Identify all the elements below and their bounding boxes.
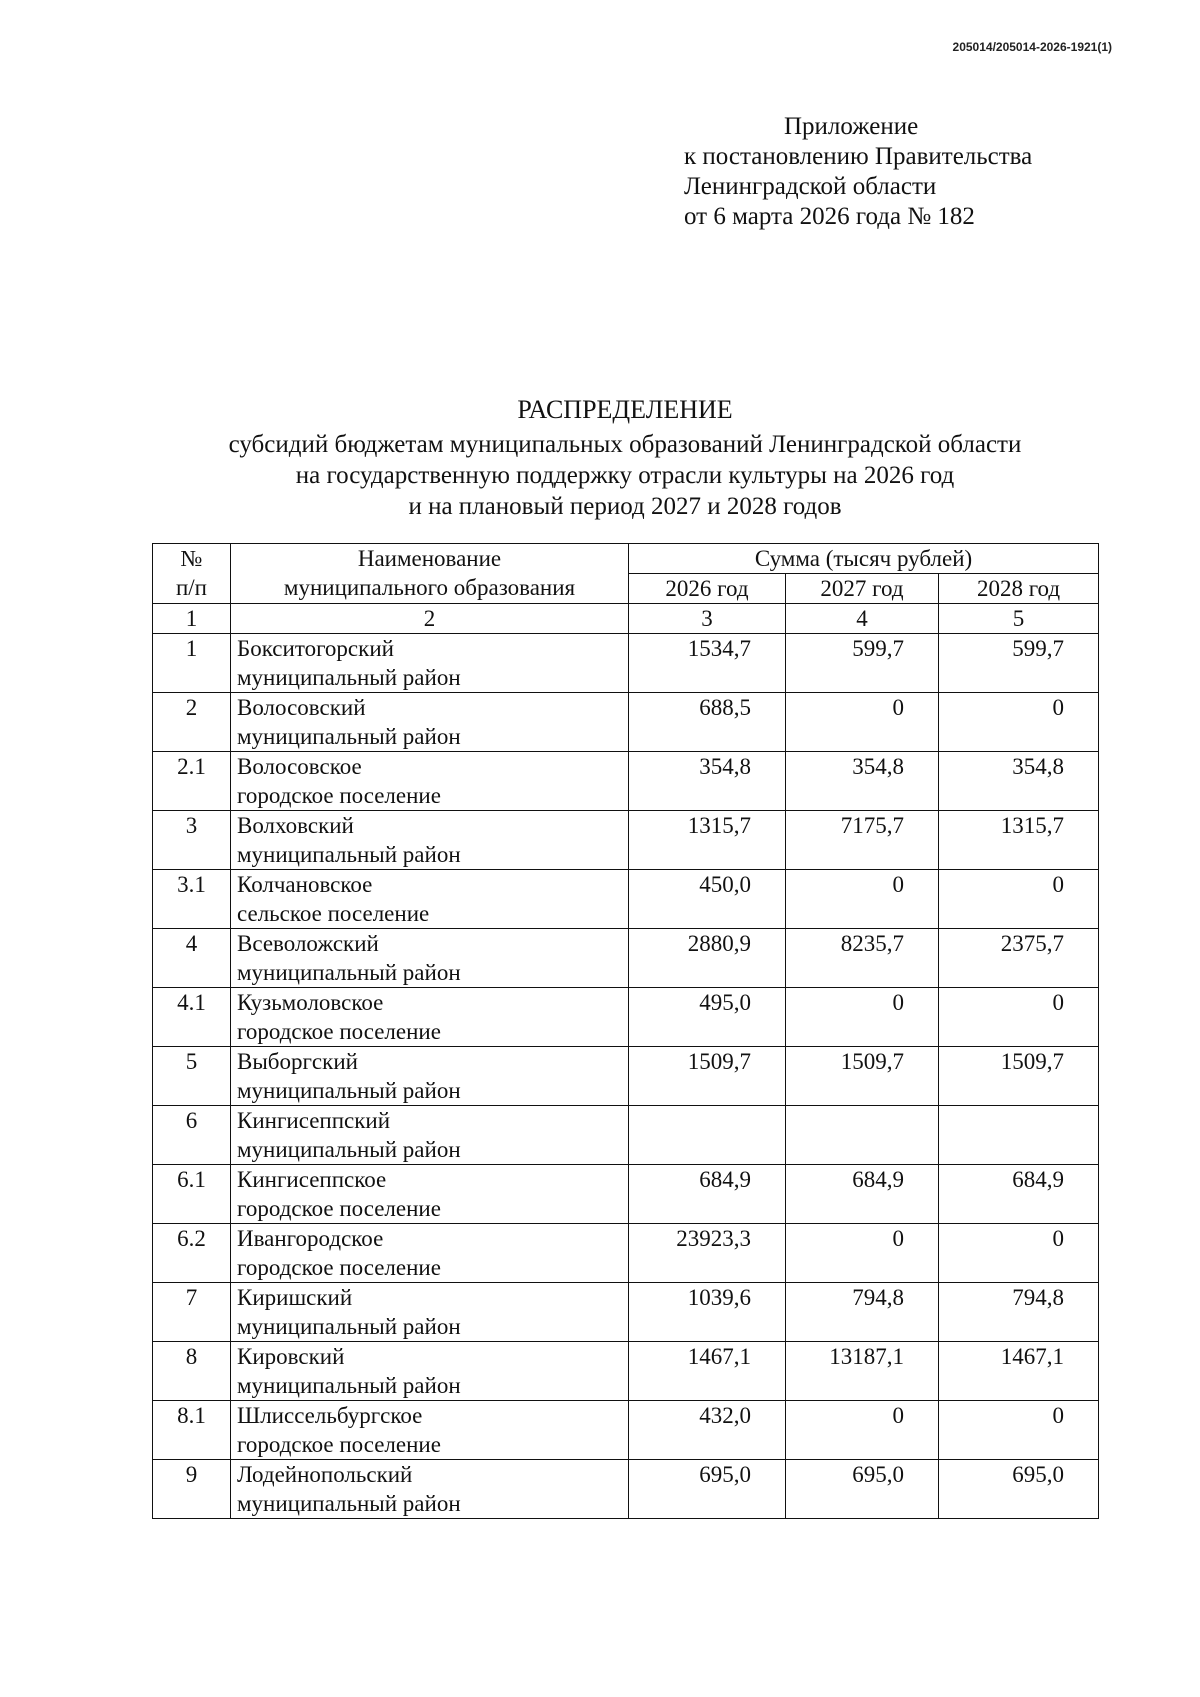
header-year-2026: 2026 год <box>629 574 786 604</box>
table-row <box>153 1342 1099 1401</box>
amount-y2027 <box>786 1106 939 1165</box>
amount-y2028 <box>939 1106 1099 1165</box>
row-name-line1: Лодейнопольский <box>237 1462 413 1487</box>
row-name-line2: муниципальный район <box>237 1078 461 1103</box>
row-name-line2: муниципальный район <box>237 1373 461 1398</box>
row-name-line1: Всеволожский <box>237 931 379 956</box>
row-name <box>231 988 629 1047</box>
amount-y2028: 0 <box>939 1224 1099 1283</box>
header-name-line2: муниципального образования <box>283 575 576 600</box>
column-index: 5 <box>939 604 1099 634</box>
header-name <box>231 544 629 604</box>
table-row <box>153 1106 1099 1165</box>
amount-y2026: 450,0 <box>629 870 786 929</box>
title-line: на государственную поддержку отрасли культуры на 2026 год <box>295 462 955 489</box>
row-number: 4.1 <box>153 988 231 1047</box>
appendix-line: от 6 марта 2026 года № 182 <box>684 203 975 230</box>
row-name <box>231 1224 629 1283</box>
row-number: 3.1 <box>153 870 231 929</box>
table-row <box>153 1401 1099 1460</box>
amount-y2027: 684,9 <box>786 1165 939 1224</box>
row-number: 6 <box>153 1106 231 1165</box>
row-number: 4 <box>153 929 231 988</box>
table-row <box>153 1224 1099 1283</box>
amount-y2026: 1509,7 <box>629 1047 786 1106</box>
row-name <box>231 929 629 988</box>
row-name-line1: Выборгский <box>237 1049 358 1074</box>
amount-y2028: 0 <box>939 1401 1099 1460</box>
header-name-line1: Наименование <box>357 546 502 571</box>
amount-y2026: 1534,7 <box>629 634 786 693</box>
amount-y2028: 599,7 <box>939 634 1099 693</box>
amount-y2028: 1467,1 <box>939 1342 1099 1401</box>
row-name-line2: сельское поселение <box>237 901 430 926</box>
table-row <box>153 1460 1099 1519</box>
amount-y2028: 684,9 <box>939 1165 1099 1224</box>
row-name-line2: муниципальный район <box>237 1491 461 1516</box>
table-row <box>153 988 1099 1047</box>
row-number: 3 <box>153 811 231 870</box>
header-number-line2: п/п <box>175 575 207 600</box>
amount-y2026: 695,0 <box>629 1460 786 1519</box>
row-name-line1: Киришский <box>237 1285 353 1310</box>
header-number <box>153 544 231 604</box>
amount-y2027: 1509,7 <box>786 1047 939 1106</box>
amount-y2028: 794,8 <box>939 1283 1099 1342</box>
amount-y2028: 695,0 <box>939 1460 1099 1519</box>
amount-y2026: 1315,7 <box>629 811 786 870</box>
header-sum: Сумма (тысяч рублей) <box>629 544 1099 574</box>
row-name <box>231 693 629 752</box>
amount-y2027: 0 <box>786 693 939 752</box>
row-name <box>231 870 629 929</box>
row-number: 8.1 <box>153 1401 231 1460</box>
document-id: 205014/205014-2026-1921(1) <box>952 40 1112 54</box>
appendix-line: Приложение <box>784 113 919 140</box>
row-name-line1: Волосовский <box>237 695 366 720</box>
amount-y2026: 688,5 <box>629 693 786 752</box>
amount-y2028: 354,8 <box>939 752 1099 811</box>
amount-y2027: 7175,7 <box>786 811 939 870</box>
table-row <box>153 634 1099 693</box>
amount-y2027: 8235,7 <box>786 929 939 988</box>
table-row <box>153 1165 1099 1224</box>
row-name <box>231 752 629 811</box>
row-name-line2: муниципальный район <box>237 724 461 749</box>
subsidy-table <box>152 543 1099 1519</box>
row-name <box>231 1165 629 1224</box>
table-row <box>153 811 1099 870</box>
row-name-line2: муниципальный район <box>237 960 461 985</box>
row-name-line2: городское поселение <box>237 1196 441 1221</box>
row-name <box>231 811 629 870</box>
appendix-block <box>684 112 1032 232</box>
amount-y2028: 0 <box>939 693 1099 752</box>
amount-y2028: 2375,7 <box>939 929 1099 988</box>
column-index: 2 <box>231 604 629 634</box>
row-name-line2: городское поселение <box>237 1432 441 1457</box>
amount-y2028: 1509,7 <box>939 1047 1099 1106</box>
column-index-row <box>153 604 1099 634</box>
row-name-line2: муниципальный район <box>237 842 461 867</box>
amount-y2027: 13187,1 <box>786 1342 939 1401</box>
header-year-2027: 2027 год <box>786 574 939 604</box>
appendix-line: Ленинградской области <box>684 173 937 200</box>
row-name <box>231 1460 629 1519</box>
amount-y2026: 495,0 <box>629 988 786 1047</box>
amount-y2026: 1039,6 <box>629 1283 786 1342</box>
row-name-line1: Кузьмоловское <box>237 990 384 1015</box>
row-name-line2: городское поселение <box>237 783 441 808</box>
amount-y2027: 0 <box>786 1401 939 1460</box>
row-name-line1: Кингисеппский <box>237 1108 391 1133</box>
row-name-line1: Шлиссельбургское <box>237 1403 423 1428</box>
table-row <box>153 929 1099 988</box>
row-name-line1: Волосовское <box>237 754 362 779</box>
row-name-line2: городское поселение <box>237 1019 441 1044</box>
amount-y2026: 354,8 <box>629 752 786 811</box>
row-name <box>231 1106 629 1165</box>
row-name-line1: Кингисеппское <box>237 1167 387 1192</box>
row-number: 1 <box>153 634 231 693</box>
amount-y2027: 794,8 <box>786 1283 939 1342</box>
row-name-line1: Колчановское <box>237 872 373 897</box>
row-name <box>231 1342 629 1401</box>
table-row <box>153 693 1099 752</box>
row-name <box>231 634 629 693</box>
amount-y2026: 2880,9 <box>629 929 786 988</box>
row-number: 6.2 <box>153 1224 231 1283</box>
amount-y2027: 0 <box>786 1224 939 1283</box>
document-title <box>140 394 1110 522</box>
amount-y2026: 23923,3 <box>629 1224 786 1283</box>
amount-y2028: 0 <box>939 988 1099 1047</box>
amount-y2028: 1315,7 <box>939 811 1099 870</box>
header-number-line1: № <box>180 546 203 571</box>
title-head: РАСПРЕДЕЛЕНИЕ <box>517 395 733 424</box>
row-number: 6.1 <box>153 1165 231 1224</box>
amount-y2027: 0 <box>786 988 939 1047</box>
column-index: 3 <box>629 604 786 634</box>
header-year-2028: 2028 год <box>939 574 1099 604</box>
title-line: субсидий бюджетам муниципальных образований Ленинградской области <box>228 431 1022 458</box>
row-name-line1: Бокситогорский <box>237 636 394 661</box>
row-number: 7 <box>153 1283 231 1342</box>
title-line: и на плановый период 2027 и 2028 годов <box>408 493 842 520</box>
column-index: 1 <box>153 604 231 634</box>
row-name-line2: муниципальный район <box>237 665 461 690</box>
row-name-line1: Кировский <box>237 1344 345 1369</box>
row-name-line1: Волховский <box>237 813 354 838</box>
row-number: 2.1 <box>153 752 231 811</box>
row-number: 9 <box>153 1460 231 1519</box>
column-index: 4 <box>786 604 939 634</box>
table-row <box>153 870 1099 929</box>
amount-y2027: 354,8 <box>786 752 939 811</box>
row-number: 8 <box>153 1342 231 1401</box>
row-name-line2: муниципальный район <box>237 1137 461 1162</box>
row-name-line1: Ивангородское <box>237 1226 384 1251</box>
row-name <box>231 1401 629 1460</box>
amount-y2026 <box>629 1106 786 1165</box>
row-name-line2: городское поселение <box>237 1255 441 1280</box>
row-name <box>231 1283 629 1342</box>
amount-y2027: 599,7 <box>786 634 939 693</box>
amount-y2026: 684,9 <box>629 1165 786 1224</box>
row-name <box>231 1047 629 1106</box>
row-name-line2: муниципальный район <box>237 1314 461 1339</box>
row-number: 5 <box>153 1047 231 1106</box>
table-row <box>153 752 1099 811</box>
amount-y2028: 0 <box>939 870 1099 929</box>
row-number: 2 <box>153 693 231 752</box>
amount-y2027: 0 <box>786 870 939 929</box>
amount-y2026: 432,0 <box>629 1401 786 1460</box>
table-row <box>153 1047 1099 1106</box>
appendix-line: к постановлению Правительства <box>684 143 1033 170</box>
table-row <box>153 1283 1099 1342</box>
amount-y2027: 695,0 <box>786 1460 939 1519</box>
amount-y2026: 1467,1 <box>629 1342 786 1401</box>
